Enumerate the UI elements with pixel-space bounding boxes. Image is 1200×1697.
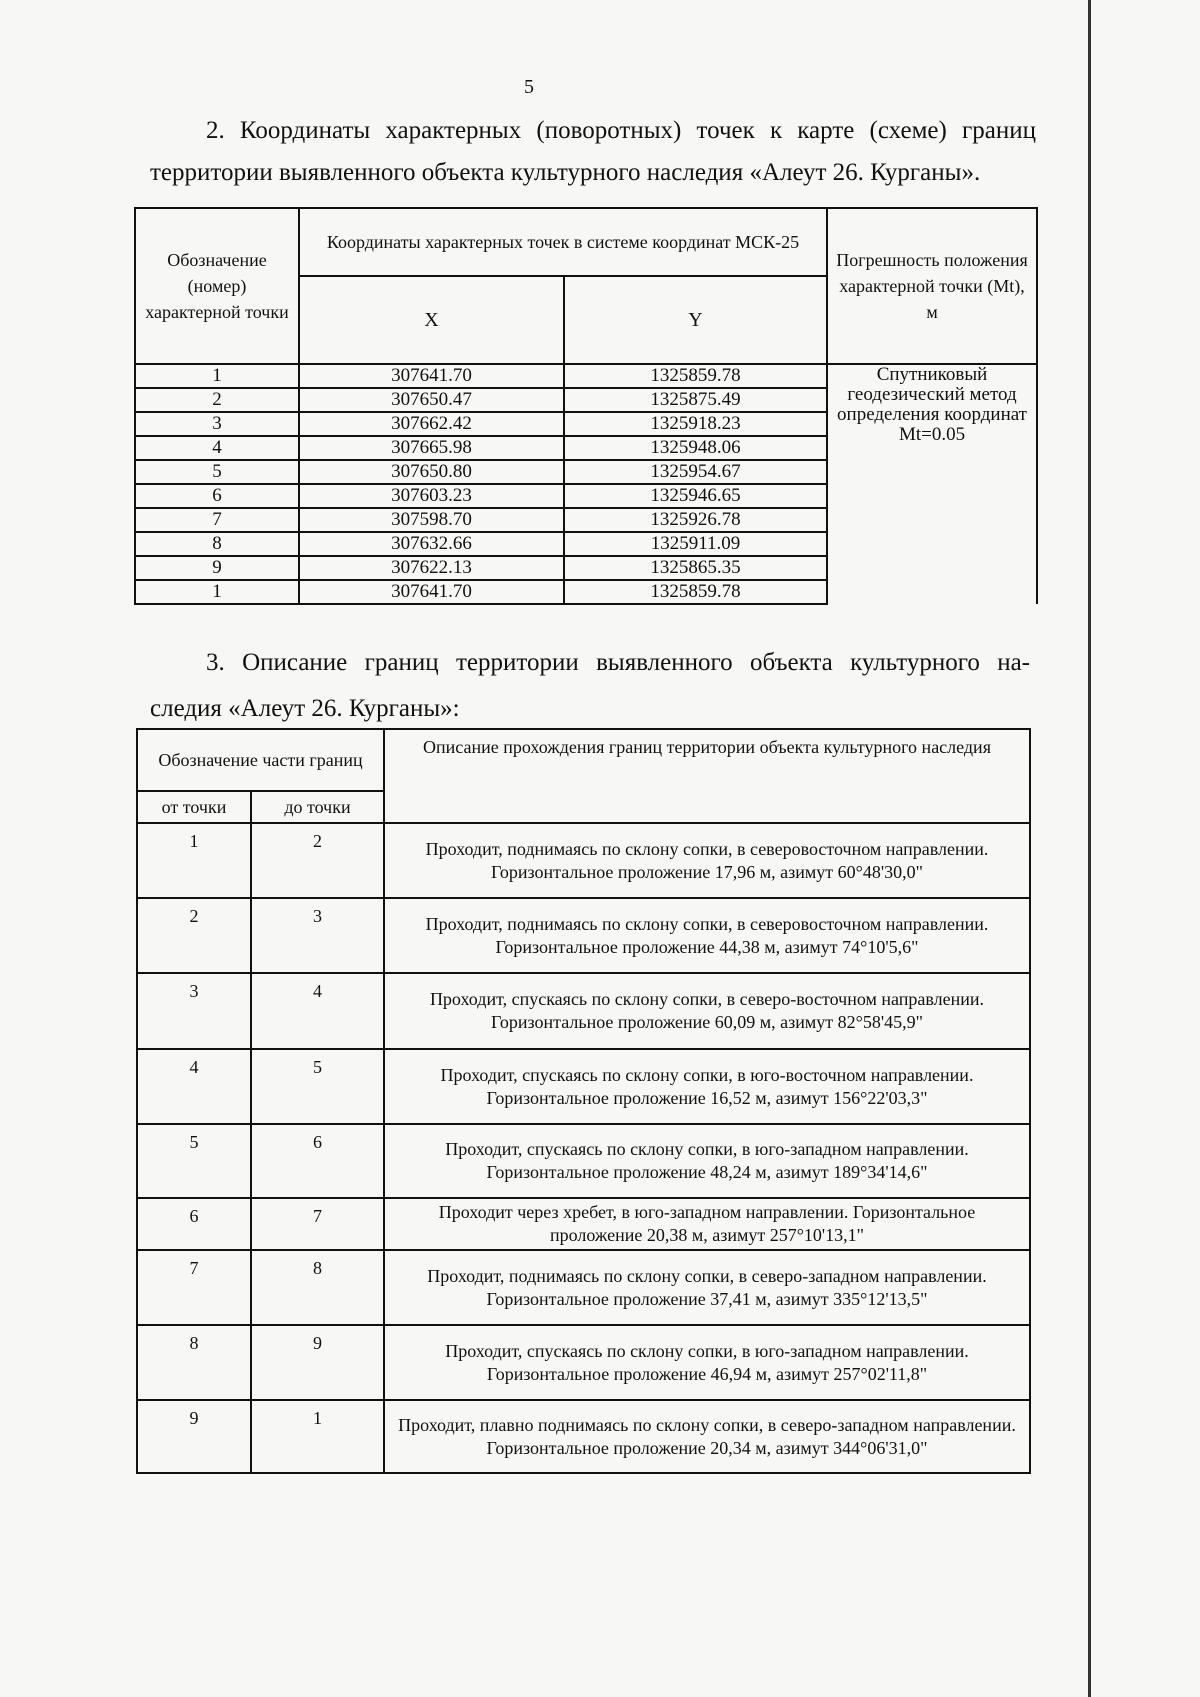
table-row: [137, 898, 1030, 973]
boundary-description: Проходит, плавно поднимаясь по склону сопки, в северо-западном направлении. Горизонтальное проложение 20,34 м, азимут 344°06'31,0": [384, 1400, 1030, 1473]
point-number: 2: [135, 388, 299, 412]
boundary-description: Проходит, поднимаясь по склону сопки, в северовосточном направлении. Горизонтальное проложение 17,96 м, азимут 60°48'30,0": [384, 823, 1030, 898]
header-to: до точки: [251, 791, 384, 823]
point-number: 6: [135, 484, 299, 508]
y-coordinate: 1325954.67: [564, 460, 827, 484]
from-point: 8: [137, 1325, 251, 1400]
boundary-description: Проходит, поднимаясь по склону сопки, в северовосточном направлении. Горизонтальное проложение 44,38 м, азимут 74°10'5,6": [384, 898, 1030, 973]
section3-heading-line2: следия «Алеут 26. Курганы»:: [150, 695, 460, 722]
table-row: [137, 1250, 1030, 1325]
header-point: Обозначение (номер) характерной точки: [135, 208, 299, 364]
header-part: Обозначение части границ: [137, 729, 384, 791]
table-row: [137, 1198, 1030, 1250]
y-coordinate: 1325911.09: [564, 532, 827, 556]
to-point: 6: [251, 1124, 384, 1198]
x-coordinate: 307622.13: [299, 556, 564, 580]
to-point: 1: [251, 1400, 384, 1473]
to-point: 7: [251, 1198, 384, 1250]
scan-edge: [1088, 0, 1091, 1697]
y-coordinate: 1325946.65: [564, 484, 827, 508]
page-number: 5: [524, 76, 534, 98]
x-coordinate: 307650.80: [299, 460, 564, 484]
y-coordinate: 1325865.35: [564, 556, 827, 580]
point-number: 1: [135, 364, 299, 388]
from-point: 7: [137, 1250, 251, 1325]
x-coordinate: 307662.42: [299, 412, 564, 436]
boundary-description: Проходит, спускаясь по склону сопки, в юго-восточном направлении. Горизонтальное проложение 16,52 м, азимут 156°22'03,3": [384, 1049, 1030, 1124]
y-coordinate: 1325859.78: [564, 580, 827, 604]
point-number: 5: [135, 460, 299, 484]
header-desc: Описание прохождения границ территории объекта культурного наследия: [384, 729, 1030, 823]
from-point: 2: [137, 898, 251, 973]
header-from: от точки: [137, 791, 251, 823]
error-note: Спутниковый геодезический метод определения координат Mt=0.05: [827, 364, 1037, 604]
y-coordinate: 1325859.78: [564, 364, 827, 388]
from-point: 1: [137, 823, 251, 898]
section2-heading: [150, 110, 1036, 194]
point-number: 3: [135, 412, 299, 436]
y-coordinate: 1325926.78: [564, 508, 827, 532]
x-coordinate: 307598.70: [299, 508, 564, 532]
header-coords: Координаты характерных точек в системе координат МСК-25: [299, 208, 827, 276]
x-coordinate: 307641.70: [299, 364, 564, 388]
boundary-description: Проходит, спускаясь по склону сопки, в юго-западном направлении. Горизонтальное проложение 48,24 м, азимут 189°34'14,6": [384, 1124, 1030, 1198]
to-point: 5: [251, 1049, 384, 1124]
to-point: 9: [251, 1325, 384, 1400]
point-number: 7: [135, 508, 299, 532]
point-number: 9: [135, 556, 299, 580]
x-coordinate: 307650.47: [299, 388, 564, 412]
point-number: 8: [135, 532, 299, 556]
to-point: 8: [251, 1250, 384, 1325]
coordinates-table: [134, 207, 1038, 605]
boundary-description: Проходит, поднимаясь по склону сопки, в северо-западном направлении. Горизонтальное проложение 37,41 м, азимут 335°12'13,5": [384, 1250, 1030, 1325]
boundary-description: Проходит, спускаясь по склону сопки, в юго-западном направлении. Горизонтальное проложение 46,94 м, азимут 257°02'11,8": [384, 1325, 1030, 1400]
from-point: 5: [137, 1124, 251, 1198]
point-number: 1: [135, 580, 299, 604]
table-row: [137, 973, 1030, 1049]
table-row: [137, 823, 1030, 898]
header-error: Погрешность положения характерной точки (Mt), м: [827, 208, 1037, 364]
table-row: [137, 1325, 1030, 1400]
header-x: X: [299, 276, 564, 364]
from-point: 3: [137, 973, 251, 1049]
header-y: Y: [564, 276, 827, 364]
table-row: [137, 1400, 1030, 1473]
boundary-description: Проходит через хребет, в юго-западном направлении. Горизонтальное проложение 20,38 м, азимут 257°10'13,1": [384, 1198, 1030, 1250]
x-coordinate: 307632.66: [299, 532, 564, 556]
x-coordinate: 307603.23: [299, 484, 564, 508]
y-coordinate: 1325948.06: [564, 436, 827, 460]
table-row: [135, 364, 1037, 388]
section2-heading-line2: территории выявленного объекта культурного наследия «Алеут 26. Курганы».: [150, 159, 981, 186]
from-point: 9: [137, 1400, 251, 1473]
x-coordinate: 307665.98: [299, 436, 564, 460]
x-coordinate: 307641.70: [299, 580, 564, 604]
from-point: 6: [137, 1198, 251, 1250]
to-point: 3: [251, 898, 384, 973]
from-point: 4: [137, 1049, 251, 1124]
y-coordinate: 1325918.23: [564, 412, 827, 436]
section2-heading-line1: 2. Координаты характерных (поворотных) точек к карте (схеме) границ: [206, 117, 1036, 144]
section3-heading-line1: 3. Описание границ территории выявленного объекта культурного на-: [206, 649, 1030, 676]
table-row: [137, 1124, 1030, 1198]
to-point: 4: [251, 973, 384, 1049]
section3-heading: [150, 640, 1030, 732]
boundary-description: Проходит, спускаясь по склону сопки, в северо-восточном направлении. Горизонтальное проложение 60,09 м, азимут 82°58'45,9": [384, 973, 1030, 1049]
to-point: 2: [251, 823, 384, 898]
boundary-description-table: [136, 728, 1031, 1474]
y-coordinate: 1325875.49: [564, 388, 827, 412]
table-row: [137, 1049, 1030, 1124]
point-number: 4: [135, 436, 299, 460]
